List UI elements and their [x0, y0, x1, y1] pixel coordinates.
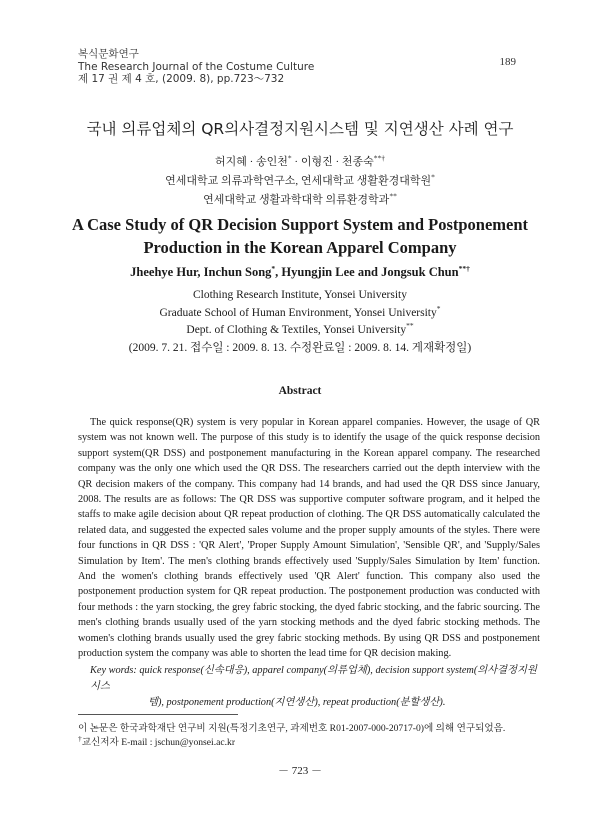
keywords-line-1: Key words: quick response(신속대응), apparel company(의류업체), decision support system(의사결정지원시스 [90, 665, 537, 692]
english-affiliations [0, 287, 600, 357]
keywords [90, 663, 540, 711]
korean-affiliation-1: 연세대학교 의류과학연구소, 연세대학교 생활환경대학원* [165, 172, 435, 187]
corresponding-footnote: †교신저자 E-mail : jschun@yonsei.ac.kr [78, 733, 236, 748]
english-affiliation-1: Clothing Research Institute, Yonsei University [192, 289, 407, 301]
journal-name-korean: 복식문화연구 [78, 48, 139, 60]
english-affiliation-3: Dept. of Clothing & Textiles, Yonsei University** [186, 321, 414, 336]
abstract-heading: Abstract [278, 385, 322, 397]
korean-title: 국내 의류업체의 QR의사결정지원시스템 및 지연생산 사례 연구 [86, 120, 514, 138]
submission-dates: (2009. 7. 21. 접수일 : 2009. 8. 13. 수정완료일 : 2009. 8. 14. 게재확정일) [128, 341, 472, 354]
english-title: A Case Study of QR Decision Support System and Postponement Production in the Korean Apparel Company [71, 215, 529, 257]
korean-affiliation-2: 연세대학교 생활과학대학 의류환경학과** [203, 191, 397, 206]
page-number: 189 [499, 56, 516, 68]
english-affiliation-2: Graduate School of Human Environment, Yonsei University* [159, 303, 441, 319]
keywords-line-2: 템), postponement production(지연생산), repeat production(분할생산). [148, 697, 446, 708]
footnotes [78, 722, 548, 750]
korean-authors: 허지혜 · 송인천* · 이형진 · 천종숙**† [214, 153, 385, 168]
journal-name-english: The Research Journal of the Costume Culture [78, 60, 315, 73]
funding-footnote: 이 논문은 한국과학재단 연구비 지원(특정기초연구, 과제번호 R01-2007-000-20717-0)에 의해 연구되었음. [78, 723, 506, 734]
footnote-divider [78, 714, 238, 715]
footer-page-number: － 723 － [278, 765, 322, 777]
volume-info: 제 17 권 제 4 호, (2009. 8), pp.723～732 [78, 73, 285, 85]
journal-header [78, 48, 314, 86]
english-authors: Jheehye Hur, Inchun Song*, Hyungjin Lee and Jongsuk Chun**† [130, 263, 470, 279]
korean-author-block [0, 153, 600, 210]
abstract-body: The quick response(QR) system is very popular in Korean apparel companies. However, the usage of QR system was not known well. The purpose of this study is to identify the usage of the quick response decision support system(QR DSS) and postponement manufacturing in the Korean apparel company. The researched company was the only one which used the QR DSS. The researchers carried out the depth interview with the QR decision makers of the company. This company had 14 brands, and had used the QR DSS since January, 2008. The results are as follows: The QR DSS was supportive computer software program, and it helped the staffs to make agile decision about QR repeat production of clothing. The QR DSS automatically calculated the related data, and suggested the expected sales volume and the proper supply amounts of the styles. There were four functions in QR DSS : 'QR Alert', 'Proper Supply Amount Simulation', 'Sensible QR', and 'Supply/Sales Simulation by Item'. The men's clothing brands effectively used 'Supply/Sales Simulation by Item' function. And the women's clothing brands effectively used 'QR Alert' function. This company also used the postponement production system for QR repeat production. The postponement production was conducted with four methods : the yarn stocking, the grey fabric stocking, the dyed fabric stocking, and the fabric sourcing. The men's clothing brands usually used of the yarn stocking methods and the dyed fabric stocking methods. The women's clothing brands usually used the grey fabric stocking methods. By using QR DSS and postponement production system the company was able to shorten the lead time for QR decision making. [78, 417, 540, 660]
